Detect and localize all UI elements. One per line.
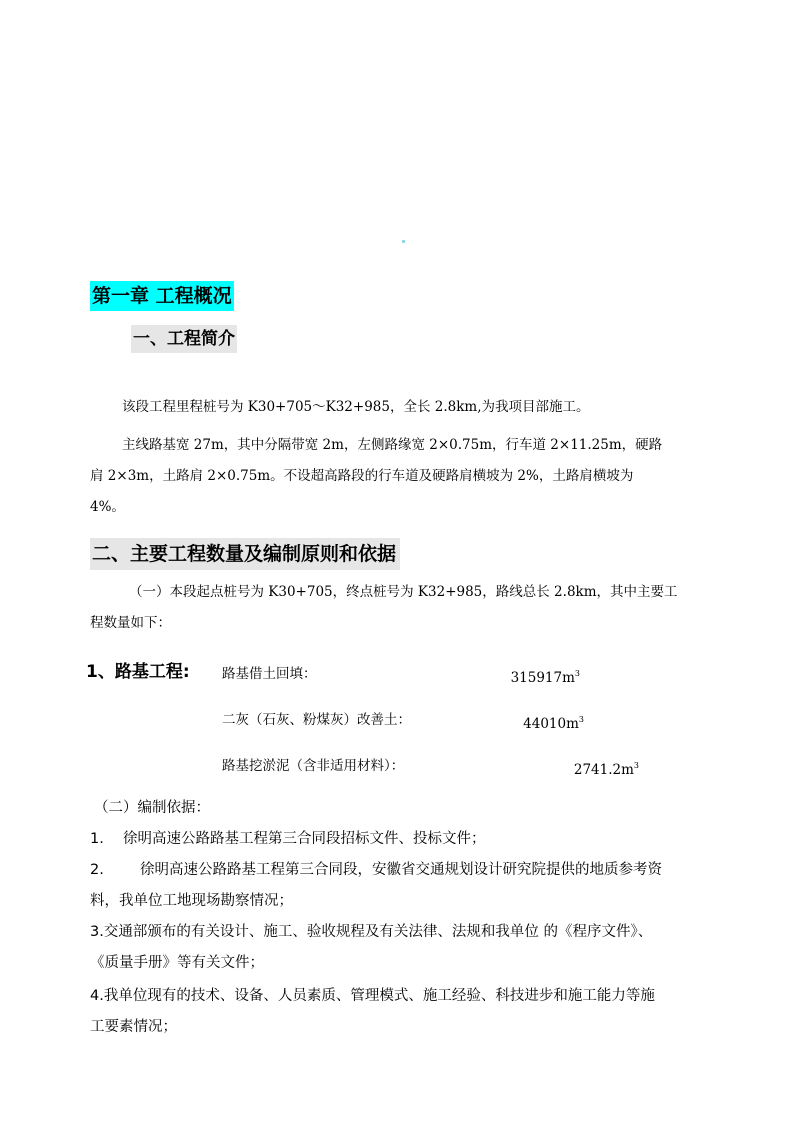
basis-item-3-cont: 《质量手册》等有关文件； xyxy=(90,955,264,971)
quantity-label: 路基挖淤泥（含非适用材料）： xyxy=(222,758,405,774)
quantity-value: $315917m^3$ xyxy=(510,669,580,686)
section-heading-quantities: 二、主要工程数量及编制原则和依据 xyxy=(90,538,400,570)
overview-line-2: 主线路基宽 27m，其中分隔带宽 2m，左侧路缘宽 2×0.75m，行车道 2×11.25m，硬路 xyxy=(122,437,663,453)
decorative-dot xyxy=(402,240,405,243)
overview-line-4: 4%。 xyxy=(90,499,125,515)
overview-line-3: 肩 2×3m，土路肩 2×0.75m。不设超高路段的行车道及硬路肩横坡为 2%，土路肩横坡为 xyxy=(90,468,634,484)
quantities-intro-line-2: 程数量如下： xyxy=(90,615,171,631)
basis-item-4-cont: 工要素情况； xyxy=(90,1019,177,1035)
chapter-title: 第一章 工程概况 xyxy=(90,281,234,311)
quantity-label: 路基借土回填： xyxy=(222,666,317,682)
basis-item-2: 2. 徐明高速公路路基工程第三合同段，安徽省交通规划设计研究院提供的地质参考资 xyxy=(90,862,662,878)
basis-title: （二）编制依据： xyxy=(94,800,210,816)
basis-item-4: 4.我单位现有的技术、设备、人员素质、管理模式、施工经验、科技进步和施工能力等施 xyxy=(90,988,655,1004)
quantities-intro-line-1: （一）本段起点桩号为 K30+705，终点桩号为 K32+985，路线总长 2.8km，其中主要工 xyxy=(129,584,678,600)
basis-item-1: 1. 徐明高速公路路基工程第三合同段招标文件、投标文件； xyxy=(90,831,486,847)
quantity-value: $44010m^3$ xyxy=(523,715,584,732)
section-heading-overview: 一、工程简介 xyxy=(131,325,237,353)
basis-item-2-cont: 料，我单位工地现场勘察情况； xyxy=(90,893,293,909)
quantity-value: $2741.2m^3$ xyxy=(573,761,639,778)
quantity-label: 二灰（石灰、粉煤灰）改善土： xyxy=(222,712,411,728)
overview-line-1: 该段工程里程桩号为 K30+705～K32+985，全长 2.8km,为我项目部施工。 xyxy=(122,399,590,415)
basis-item-3: 3.交通部颁布的有关设计、施工、验收规程及有关法律、法规和我单位 的《程序文件》、 xyxy=(90,924,653,940)
subgrade-title: 1、路基工程: xyxy=(86,662,190,682)
